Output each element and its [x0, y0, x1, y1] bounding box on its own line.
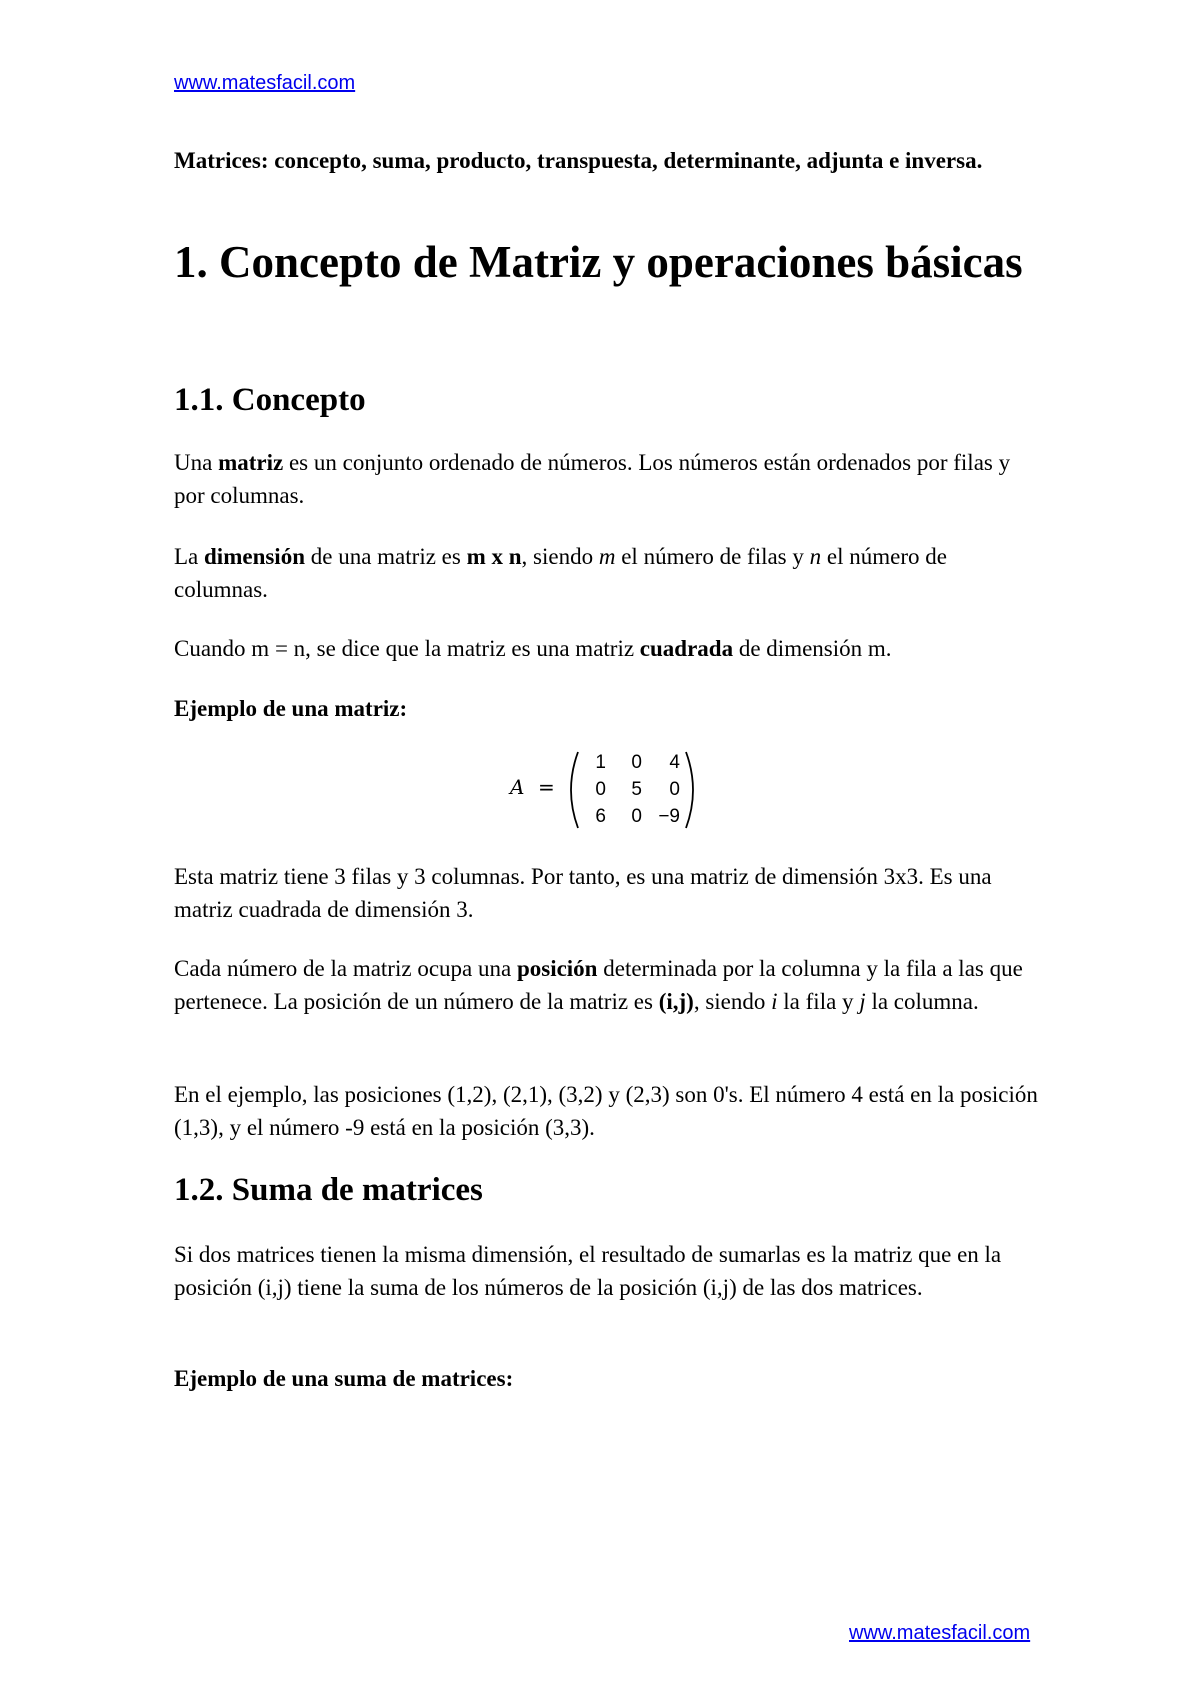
- example-label-matriz: Ejemplo de una matriz:: [174, 696, 408, 721]
- heading-1: 1. Concepto de Matriz y operaciones básicas: [174, 237, 1023, 287]
- paragraph-matriz-def: Una matriz es un conjunto ordenado de números. Los números están ordenados por filas y por columnas.: [174, 450, 1011, 508]
- paragraph-posicion: Cada número de la matriz ocupa una posición determinada por la columna y la fila a las que pertenece. La posición de un número de la matriz es (i,j), siendo i la fila y j la columna.: [174, 956, 1023, 1014]
- paragraph-cuadrada: Cuando m = n, se dice que la matriz es una matriz cuadrada de dimensión m.: [174, 636, 892, 661]
- header-link[interactable]: www.matesfacil.com: [174, 72, 356, 94]
- paragraph-dimension: La dimensión de una matriz es m x n, siendo m el número de filas y n el número de columnas.: [174, 544, 947, 602]
- heading-1-2: 1.2. Suma de matrices: [174, 1172, 483, 1208]
- matrix-cell: 6: [595, 806, 606, 827]
- matrix-cell: 0: [669, 779, 680, 800]
- example-label-suma: Ejemplo de una suma de matrices:: [174, 1366, 514, 1391]
- matrix-cell: 0: [595, 779, 606, 800]
- document-title: Matrices: concepto, suma, producto, transpuesta, determinante, adjunta e inversa.: [174, 148, 983, 173]
- paragraph-posiciones-ejemplo: En el ejemplo, las posiciones (1,2), (2,1), (3,2) y (2,3) son 0's. El número 4 está en la posición (1,3), y el número -9 está en la posición (3,3).: [174, 1082, 1038, 1140]
- right-paren: [686, 752, 693, 828]
- matrix-cell: 0: [631, 806, 642, 827]
- matrix-a: [510, 748, 750, 832]
- matrix-cell: 4: [669, 752, 680, 773]
- matrix-equals: =: [538, 775, 555, 799]
- heading-1-1: 1.1. Concepto: [174, 382, 366, 418]
- matrix-cell: 0: [631, 752, 642, 773]
- paragraph-suma-def: Si dos matrices tienen la misma dimensión, el resultado de sumarlas es la matriz que en la posición (i,j) tiene la suma de los números de la posición (i,j) de las dos matrices.: [174, 1242, 1002, 1300]
- matrix-name: A: [510, 775, 525, 799]
- matrix-cell: 5: [631, 779, 642, 800]
- footer-link[interactable]: www.matesfacil.com: [849, 1622, 1031, 1644]
- paragraph-dimension-example: Esta matriz tiene 3 filas y 3 columnas. Por tanto, es una matriz de dimensión 3x3. Es una matriz cuadrada de dimensión 3.: [174, 864, 992, 922]
- matrix-cell: 1: [595, 752, 606, 773]
- matrix-cell: −9: [658, 806, 680, 827]
